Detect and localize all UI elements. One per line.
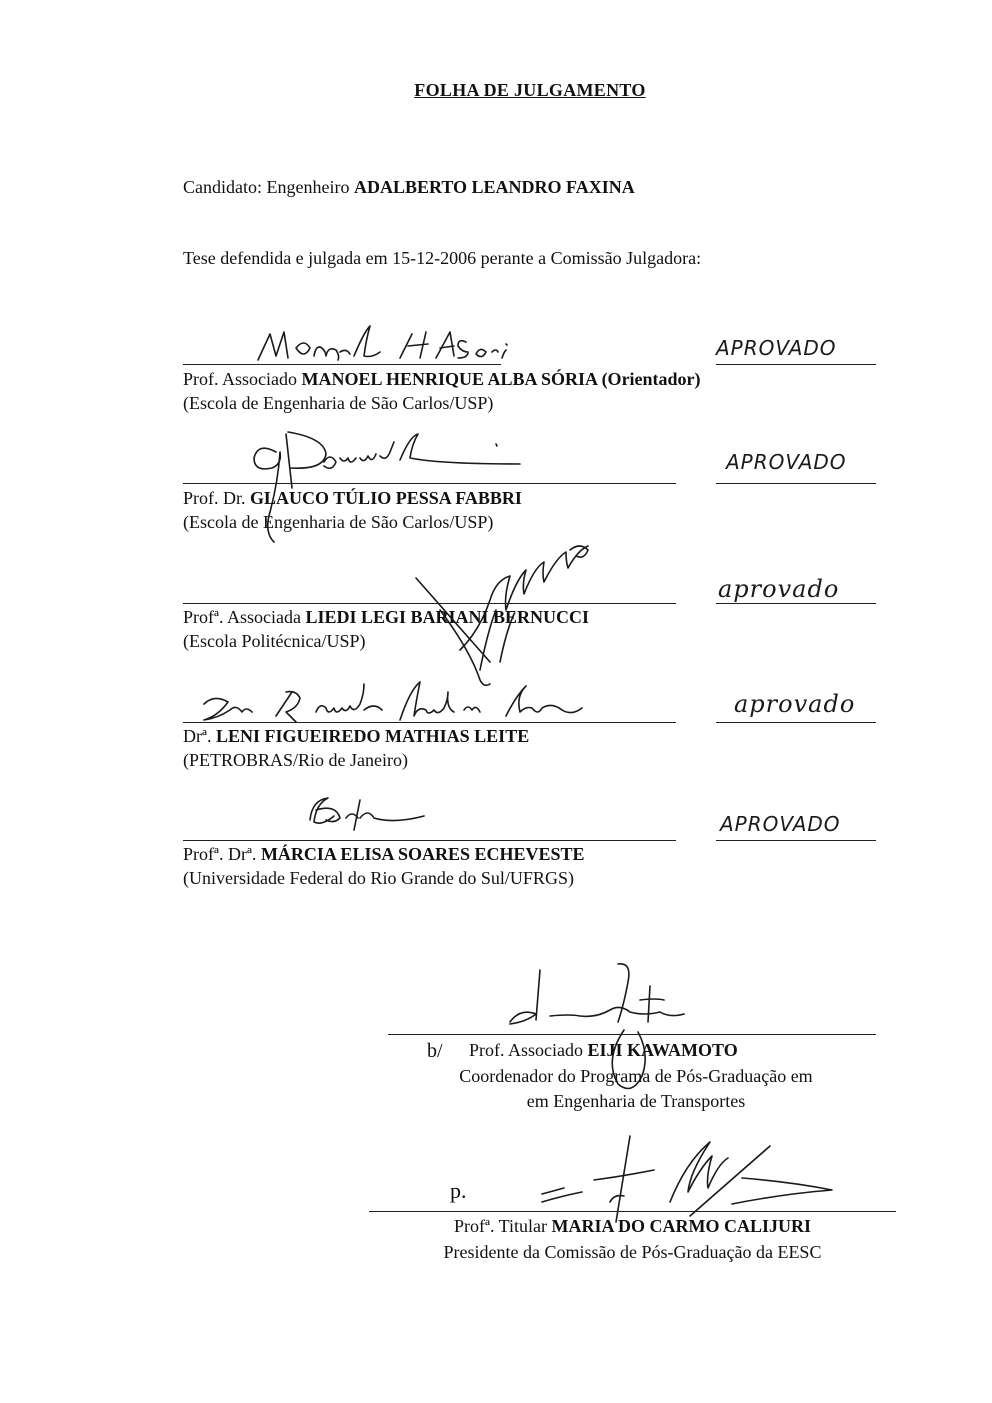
- coordinator-role-1: Coordenador do Programa de Pós-Graduação em: [459, 1066, 813, 1086]
- president-stamp: p.: [450, 1178, 467, 1203]
- examiner-1-affiliation: (Escola de Engenharia de São Carlos/USP): [183, 393, 494, 413]
- signature-line-president: [369, 1211, 896, 1212]
- signature-line-coordinator: [388, 1034, 876, 1035]
- examiner-5-title: Profª. Drª.: [183, 844, 257, 864]
- examiner-2-affiliation: (Escola de Engenharia de São Carlos/USP): [183, 512, 494, 532]
- examiner-4-name: LENI FIGUEIREDO MATHIAS LEITE: [215, 726, 530, 746]
- examiner-5-line: [183, 844, 585, 865]
- verdict-2: APROVADO: [726, 450, 847, 474]
- president-line: [369, 1216, 896, 1237]
- examiner-2-name: GLAUCO TÚLIO PESSA FABBRI: [250, 488, 522, 508]
- candidate-line: [183, 177, 635, 198]
- defense-statement: Tese defendida e julgada em 15-12-2006 perante a Comissão Julgadora:: [183, 248, 702, 268]
- signature-1: [240, 322, 520, 368]
- page-title: FOLHA DE JULGAMENTO: [414, 80, 646, 100]
- signature-4: [196, 680, 656, 728]
- verdict-line-5: [716, 840, 876, 841]
- examiner-1-line: [183, 369, 701, 390]
- verdict-4: aprovado: [734, 690, 856, 718]
- coordinator-stamp: b/: [427, 1040, 443, 1062]
- verdict-line-3: [716, 603, 876, 604]
- signature-5: [296, 790, 446, 838]
- examiner-3-line: [183, 607, 589, 628]
- signature-line-3: [183, 603, 676, 604]
- examiner-3-name: LIEDI LEGI BARIANI BERNUCCI: [305, 607, 590, 627]
- verdict-line-4: [716, 722, 876, 723]
- president-title: Profª. Titular: [454, 1216, 547, 1236]
- coordinator-title: Prof. Associado: [469, 1040, 583, 1060]
- examiner-5-name: MÁRCIA ELISA SOARES ECHEVESTE: [260, 844, 585, 864]
- coordinator-name: EIJI KAWAMOTO: [587, 1040, 738, 1060]
- signature-line-2: [183, 483, 676, 484]
- verdict-1: APROVADO: [716, 336, 837, 360]
- coordinator-line: [469, 1040, 738, 1061]
- examiner-4-line: [183, 726, 529, 747]
- signature-line-4: [183, 722, 676, 723]
- candidate-label: Candidato: Engenheiro: [183, 177, 350, 197]
- verdict-3: aprovado: [718, 575, 840, 603]
- examiner-4-affiliation: (PETROBRAS/Rio de Janeiro): [183, 750, 408, 770]
- verdict-5: APROVADO: [720, 812, 841, 836]
- examiner-3-affiliation: (Escola Politécnica/USP): [183, 631, 366, 651]
- president-role: Presidente da Comissão de Pós-Graduação da EESC: [443, 1242, 822, 1262]
- coordinator-role-2: em Engenharia de Transportes: [526, 1091, 746, 1111]
- examiner-3-title: Profª. Associada: [183, 607, 301, 627]
- verdict-line-2: [716, 483, 876, 484]
- examiner-2-title: Prof. Dr.: [183, 488, 246, 508]
- president-name: MARIA DO CARMO CALIJURI: [551, 1216, 811, 1236]
- signature-line-5: [183, 840, 676, 841]
- verdict-line-1: [716, 364, 876, 365]
- examiner-4-title: Drª.: [183, 726, 212, 746]
- signature-line-1: [183, 364, 501, 365]
- candidate-name: ADALBERTO LEANDRO FAXINA: [353, 177, 635, 197]
- examiner-1-name: MANOEL HENRIQUE ALBA SÓRIA (Orientador): [301, 369, 701, 389]
- examiner-5-affiliation: (Universidade Federal do Rio Grande do Sul/UFRGS): [183, 868, 574, 888]
- examiner-1-title: Prof. Associado: [183, 369, 297, 389]
- examiner-2-line: [183, 488, 522, 509]
